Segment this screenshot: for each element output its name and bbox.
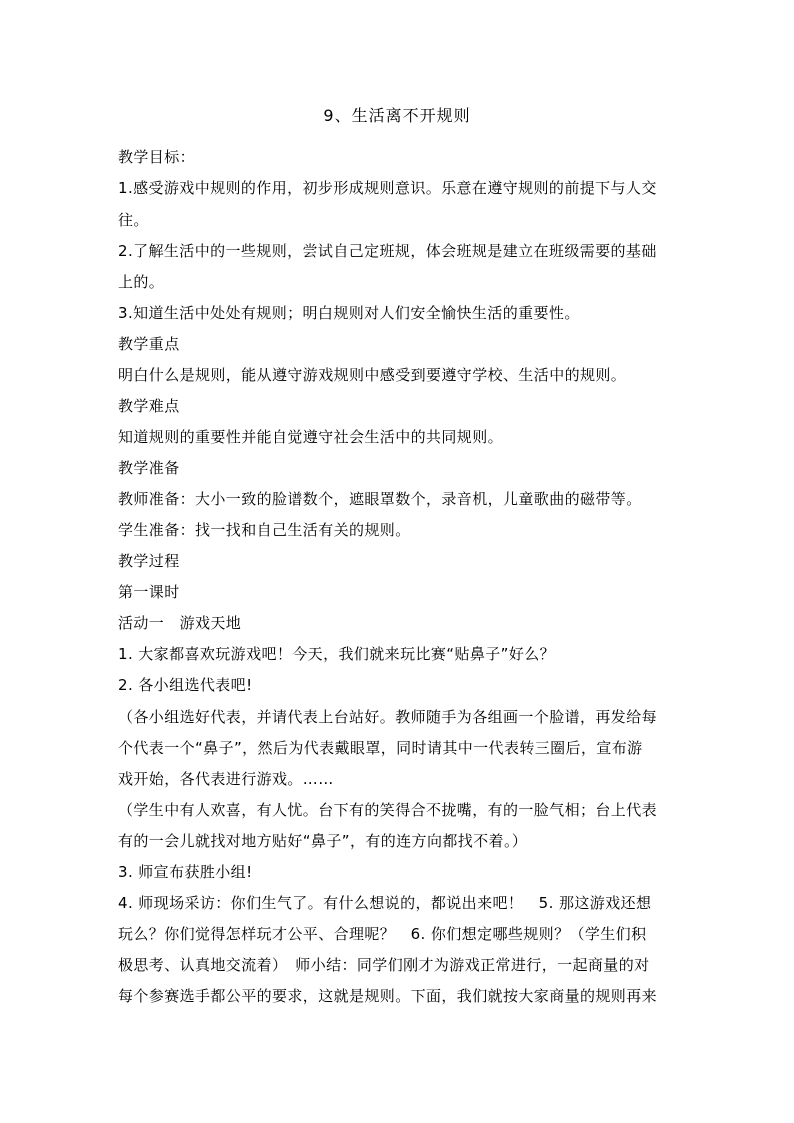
body-line: 1.感受游戏中规则的作用，初步形成规则意识。乐意在遵守规则的前提下与人交	[118, 179, 657, 197]
body-line: 3. 师宣布获胜小组!	[118, 863, 253, 881]
body-line: 知道规则的重要性并能自觉遵守社会生活中的共同规则。	[118, 428, 504, 446]
body-line: 第一课时	[118, 583, 180, 601]
body-line: 明白什么是规则，能从遵守游戏规则中感受到要遵守学校、生活中的规则。	[118, 366, 627, 384]
body-line: 有的一会儿就找对地方贴好“鼻子”，有的连方向都找不着。）	[118, 832, 528, 850]
body-line: （各小组选好代表，并请代表上台站好。教师随手为各组画一个脸谱，再发给每	[118, 708, 658, 726]
body-line: 每个参赛选手都公平的要求，这就是规则。下面，我们就按大家商量的规则再来	[118, 987, 658, 1005]
body-line: 教学目标：	[118, 148, 196, 166]
body-line: 3.知道生活中处处有规则；明白规则对人们安全愉快生活的重要性。	[118, 304, 580, 322]
body-line: 戏开始，各代表进行游戏。……	[118, 770, 334, 788]
body-line: 2. 各小组选代表吧!	[118, 676, 253, 694]
document-title: 9、生活离不开规则	[323, 106, 471, 125]
body-line: 教师准备：大小一致的脸谱数个，遮眼罩数个，录音机，儿童歌曲的磁带等。	[118, 490, 642, 508]
body-line: 教学难点	[118, 397, 180, 415]
body-line: 个代表一个“鼻子”，然后为代表戴眼罩，同时请其中一代表转三圈后，宣布游	[118, 739, 643, 757]
body-line: 4. 师现场采访：你们生气了。有什么想说的，都说出来吧！ 5. 那这游戏还想	[118, 894, 652, 912]
body-line: 往。	[118, 211, 149, 229]
body-line: 上的。	[118, 273, 165, 291]
body-line: 活动一 游戏天地	[118, 614, 242, 632]
body-line: 教学过程	[118, 552, 180, 570]
body-line: 教学重点	[118, 335, 180, 353]
body-line: 1. 大家都喜欢玩游戏吧！今天，我们就来玩比赛“贴鼻子”好么？	[118, 645, 556, 663]
body-line: 学生准备：找一找和自己生活有关的规则。	[118, 521, 411, 539]
body-line: 极思考、认真地交流着） 师小结：同学们刚才为游戏正常进行，一起商量的对	[118, 956, 650, 974]
body-line: （学生中有人欢喜，有人忧。台下有的笑得合不拢嘴，有的一脸气相；台上代表	[118, 801, 658, 819]
body-line: 玩么？你们觉得怎样玩才公平、合理呢？ 6. 你们想定哪些规则？（学生们积	[118, 925, 647, 943]
body-line: 教学准备	[118, 459, 180, 477]
body-line: 2.了解生活中的一些规则，尝试自己定班规，体会班规是建立在班级需要的基础	[118, 242, 657, 260]
